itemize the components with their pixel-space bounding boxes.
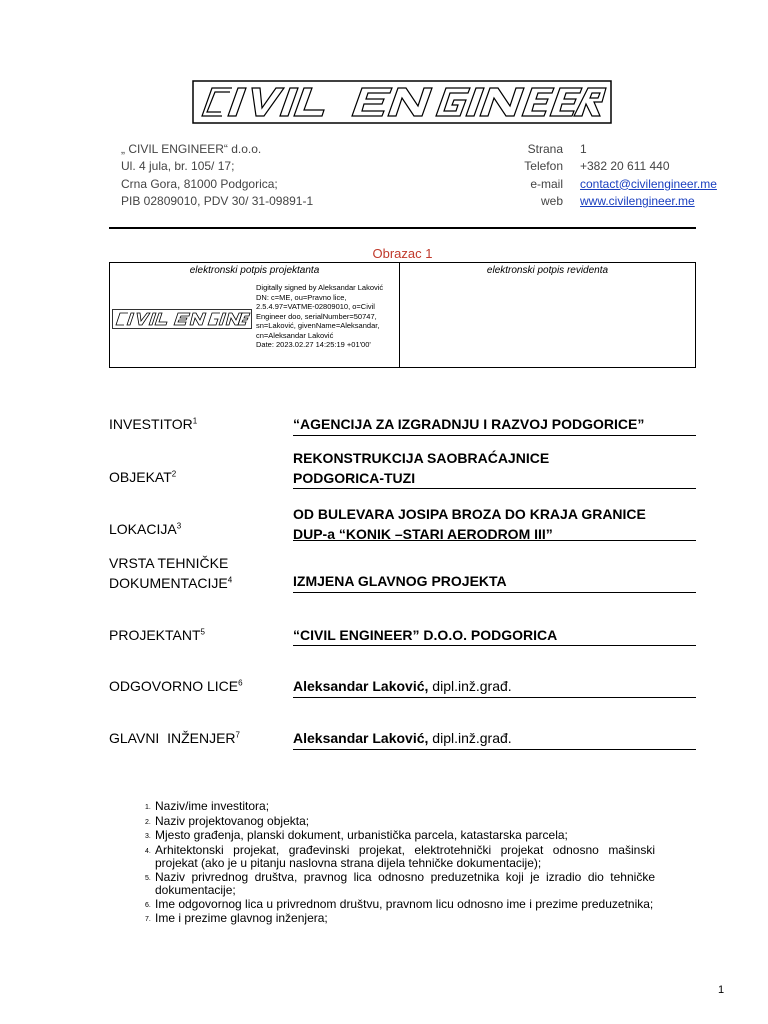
page-label: Strana [527,142,563,156]
dsig-line: sn=Laković, givenName=Aleksandar, [256,321,380,330]
phone-label: Telefon [524,159,563,174]
investitor-value: “AGENCIJA ZA IZGRADNJU I RAZVOJ PODGORICE” [293,416,645,432]
footnote-number: 6. [145,901,151,909]
footnote-text: Ime i prezime glavnog inženjera; [155,911,328,925]
odgovorno-lice-label [109,678,243,694]
footnote-text: Naziv projektovanog objekta; [155,813,310,828]
objekat-value-line2: PODGORICA-TUZI [293,470,416,486]
odgovorno-lice-underline [293,697,696,698]
glavni-inzenjer-name: Aleksandar Laković, [293,730,429,746]
web-row [450,193,717,210]
email-label: e-mail [530,176,563,191]
footnote-text: Naziv/ime investitora; [155,799,270,813]
objekat-label [109,469,176,485]
footnote-number: 2. [145,818,151,826]
odgovorno-lice-footnote-ref: 6 [238,678,243,688]
investitor-footnote-ref: 1 [192,416,198,426]
page-row [450,141,717,158]
phone-value: +382 20 611 440 [580,159,670,174]
projektant-label-text: PROJEKTANT [109,627,201,643]
glavni-inzenjer-title: dipl.inž.građ. [432,730,512,746]
lokacija-footnote-ref: 3 [176,521,182,531]
footnote-number: 1. [145,804,151,811]
header-divider [109,227,696,229]
footnote-item [145,815,655,830]
odgovorno-lice-label-text: ODGOVORNO LICE [109,678,239,694]
projektant-label [109,627,205,643]
glavni-inzenjer-label [109,730,240,746]
investitor-label-text: INVESTITOR [109,416,193,432]
lokacija-underline [293,540,696,541]
objekat-label-text: OBJEKAT [109,469,172,485]
objekat-underline [293,488,696,489]
projektant-underline [293,645,696,646]
dsig-line: DN: c=ME, ou=Pravno lice, [256,292,347,302]
glavni-inzenjer-underline [293,749,696,750]
lokacija-value [293,504,696,544]
vrsta-footnote-ref: 4 [227,575,233,585]
web-link[interactable]: www.civilengineer.me [580,193,695,208]
glavni-inzenjer-value [293,728,696,748]
footnote-number: 4. [145,847,151,855]
lokacija-value-line1: OD BULEVARA JOSIPA BROZA DO KRAJA GRANICE [293,506,646,522]
dsig-line: 2.5.4.97=VATME-02809010, o=Civil [256,302,375,311]
footnote-item [145,871,655,898]
designer-signature-header: elektronski potpis projektanta [189,265,320,276]
vrsta-label [109,553,232,593]
objekat-value [293,448,696,488]
form-title: Obrazac 1 [372,246,433,261]
reviewer-signature-header: elektronski potpis revidenta [486,265,609,276]
dsig-line: Date: 2023.02.27 14:25:19 +01'00' [256,340,371,349]
footnote-item [145,898,655,913]
vrsta-label-line1: VRSTA TEHNIČKE [109,555,229,571]
footnote-number: 3. [145,833,151,840]
dsig-line: cn=Aleksandar Laković [256,330,334,340]
glavni-inzenjer-label-text: GLAVNI INŽENJER [109,730,236,746]
company-street-line: Ul. 4 jula, br. 105/ 17; [121,159,235,174]
digital-signature-text [256,283,398,350]
phone-row [450,158,717,175]
signature-table [109,262,696,368]
dsig-line: Engineer doo, serialNumber=50747, [256,311,377,321]
lokacija-label [109,521,181,537]
footnote-text: Naziv privrednog društva, pravnog lica odnosno preduzetnika koji je izradio dio tehničke dokumentacije; [155,869,655,897]
page-value: 1 [580,142,587,156]
reviewer-signature-cell [400,263,695,367]
projektant-footnote-ref: 5 [200,627,205,637]
email-row [450,176,717,193]
company-tax-line: PIB 02809010, PDV 30/ 31-09891-1 [121,193,314,208]
lokacija-label-text: LOKACIJA [109,521,177,537]
lokacija-value-line2: DUP-a “KONIK –STARI AERODROM III” [293,526,553,542]
contact-block [450,141,717,210]
footnote-number: 7. [145,916,151,923]
glavni-inzenjer-footnote-ref: 7 [235,730,240,740]
footnote-item [145,800,655,815]
vrsta-label-line2: DOKUMENTACIJE [109,575,228,591]
company-address-block [121,141,313,210]
projektant-value: “CIVIL ENGINEER” D.O.O. PODGORICA [293,627,558,643]
designer-signature-cell [110,263,400,367]
footnote-text: Arhitektonski projekat, građevinski projekat, elektrotehnički projekat odnosno mašinski projekat (ako je u pitanju naslovna strana dijela tehničke dokumentacije); [155,842,655,870]
footnote-text: Ime odgovornog lica u privrednom društvu, pravnom licu odnosno ime i prezime preduzetnika; [155,896,654,911]
investitor-underline [293,435,696,436]
footnote-item [145,829,655,844]
investitor-label [109,416,197,432]
objekat-value-line1: REKONSTRUKCIJA SAOBRAĆAJNICE [293,450,550,466]
odgovorno-lice-title: dipl.inž.građ. [432,678,512,694]
odgovorno-lice-name: Aleksandar Laković, [293,678,429,694]
objekat-footnote-ref: 2 [171,469,177,479]
odgovorno-lice-value [293,676,696,696]
email-link[interactable]: contact@civilengineer.me [580,176,717,191]
footnote-item [145,912,655,927]
footnotes [145,800,655,927]
web-label: web [540,193,563,208]
company-name-line: „ CIVIL ENGINEER“ d.o.o. [121,142,262,156]
footnote-text: Mjesto građenja, planski dokument, urbanistička parcela, katastarska parcela; [155,828,568,842]
footnote-item [145,844,655,871]
dsig-line: Digitally signed by Aleksandar Laković [256,283,384,292]
company-logo [192,80,612,124]
page-number: 1 [718,984,725,996]
footnote-number: 5. [145,874,151,882]
signature-logo [112,309,252,329]
company-city-line: Crna Gora, 81000 Podgorica; [121,176,278,191]
vrsta-underline [293,592,696,593]
vrsta-value: IZMJENA GLAVNOG PROJEKTA [293,573,507,589]
